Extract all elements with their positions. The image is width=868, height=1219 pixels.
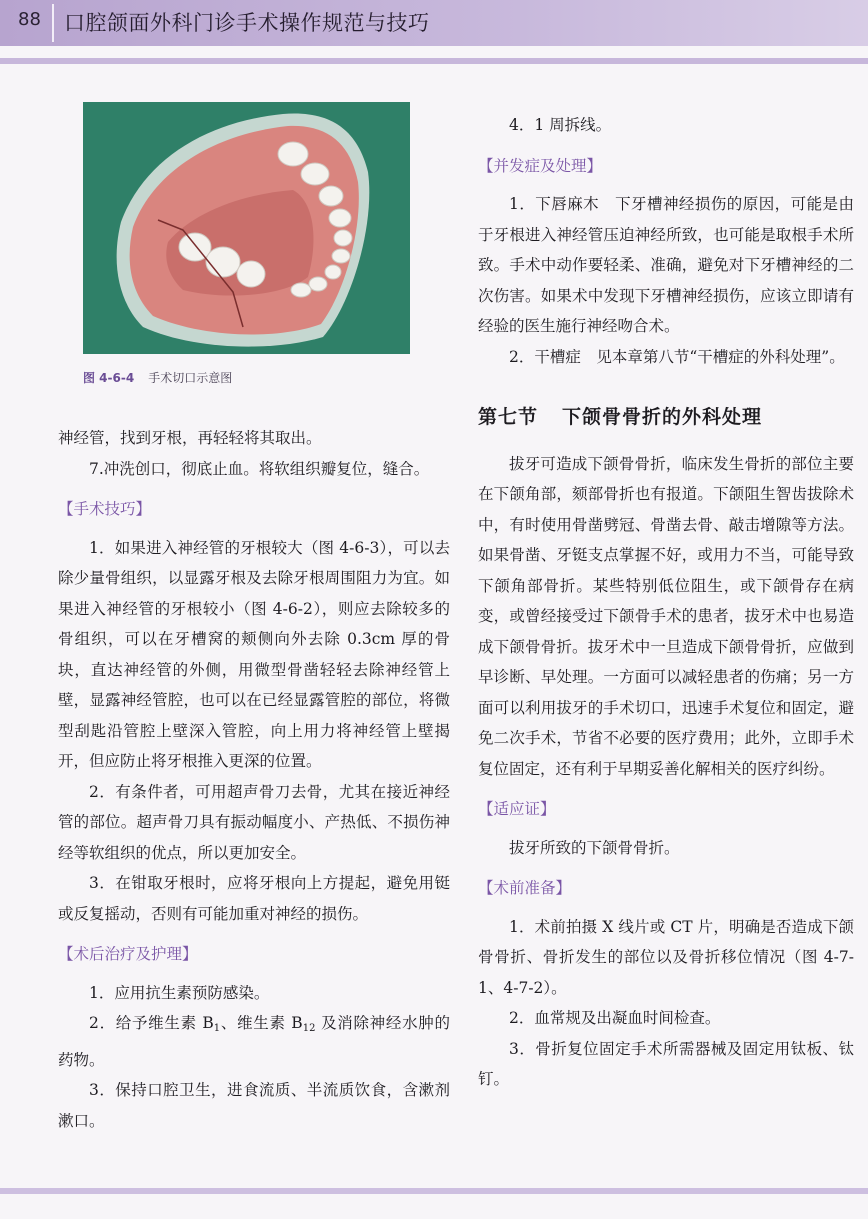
heading-postop-care: 【术后治疗及护理】 xyxy=(58,945,198,963)
header-divider xyxy=(52,4,54,42)
running-title: 口腔颌面外科门诊手术操作规范与技巧 xyxy=(64,11,430,35)
figure-caption-text: 手术切口示意图 xyxy=(148,371,233,385)
paragraph: 1．如果进入神经管的牙根较大（图 4-6-3），可以去除少量骨组织，以显露牙根及去除牙根周围阻力为宜。如果进入神经管的牙根较小（图 4-6-2），则应去除较多的骨组织，可以在牙槽窝的颊侧向外去除 0.3cm 厚的骨块，直达神经管的外侧，用微型骨凿轻轻去除神经管上壁，显露神经管腔，也可以在已经显露管腔的部位，将微型刮匙沿管腔上壁深入管腔，向上用力将神经管上壁揭开，但应防止将牙根推入更深的位置。 xyxy=(58,538,450,770)
left-column xyxy=(58,423,450,1136)
paragraph: 2．血常规及出凝血时间检查。 xyxy=(509,1009,721,1027)
heading-preop: 【术前准备】 xyxy=(478,879,572,897)
header-rule xyxy=(0,58,868,64)
figure-caption xyxy=(83,369,232,386)
dental-model-illustration xyxy=(83,102,410,354)
heading-complications: 【并发症及处理】 xyxy=(478,156,603,175)
paragraph: 3．保持口腔卫生，进食流质、半流质饮食，含漱剂漱口。 xyxy=(58,1081,450,1130)
footer-rule xyxy=(0,1188,868,1194)
page-header xyxy=(0,0,868,46)
heading-indications: 【适应证】 xyxy=(478,800,556,818)
heading-surgical-tips: 【手术技巧】 xyxy=(58,500,152,518)
paragraph: 3．骨折复位固定手术所需器械及固定用钛板、钛钉。 xyxy=(478,1039,854,1088)
paragraph: 2．干槽症 见本章第八节“干槽症的外科处理”。 xyxy=(509,347,845,366)
paragraph: 7.冲洗创口，彻底止血。将软组织瓣复位，缝合。 xyxy=(89,459,430,478)
paragraph: 3．在钳取牙根时，应将牙根向上方提起，避免用铤或反复摇动，否则有可能加重对神经的损伤。 xyxy=(58,874,450,923)
paragraph: 拔牙所致的下颌骨骨折。 xyxy=(509,838,680,857)
paragraph: 4．1 周拆线。 xyxy=(509,116,612,134)
section-title: 第七节 下颌骨骨折的外科处理 xyxy=(478,406,763,428)
paragraph: 拔牙可造成下颌骨骨折，临床发生骨折的部位主要在下颌角部，颏部骨折也有报道。下颌阻生智齿拔除术中，有时使用骨凿劈冠、骨凿去骨、敲击增隙等方法。如果骨凿、牙铤支点掌握不好，或用力不当，可能导致下颌角部骨折。某些特别低位阻生，或下颌骨存在病变，或曾经接受过下颌骨手术的患者，拔牙术中也易造成下颌骨骨折。拔牙术中一旦造成下颌骨骨折，应做到早诊断、早处理。一方面可以减轻患者的伤痛；另一方面可以利用拔牙的手术切口，迅速手术复位和固定，避免二次手术，节省不必要的医疗费用；此外，立即手术复位固定，还有利于早期妥善化解相关的医疗纠纷。 xyxy=(478,454,854,778)
paragraph: 1．术前拍摄 X 线片或 CT 片，明确是否造成下颌骨骨折、骨折发生的部位以及骨折移位情况（图 4-7-1、4-7-2）。 xyxy=(478,917,854,997)
paragraph-vitamins: 2．给予维生素 $B_1$、维生素 $B_{12}$ 及消除神经水肿的药物。 xyxy=(58,1014,450,1069)
page-number: 88 xyxy=(18,9,41,30)
paragraph: 1．应用抗生素预防感染。 xyxy=(89,983,270,1002)
figure-dental-model xyxy=(83,102,410,354)
paragraph: 2．有条件者，可用超声骨刀去骨，尤其在接近神经管的部位。超声骨刀具有振动幅度小、产热低、不损伤神经等软组织的优点，所以更加安全。 xyxy=(58,782,450,862)
paragraph: 神经管，找到牙根，再轻轻将其取出。 xyxy=(58,429,322,447)
right-column xyxy=(478,110,854,1095)
figure-label: 图 4-6-4 xyxy=(83,371,135,385)
paragraph: 1．下唇麻木 下牙槽神经损伤的原因，可能是由于牙根进入神经管压迫神经所致，也可能是取根手术所致。手术中动作要轻柔、准确，避免对下牙槽神经的二次伤害。如果术中发现下牙槽神经损伤，应该立即请有经验的医生施行神经吻合术。 xyxy=(478,195,854,335)
